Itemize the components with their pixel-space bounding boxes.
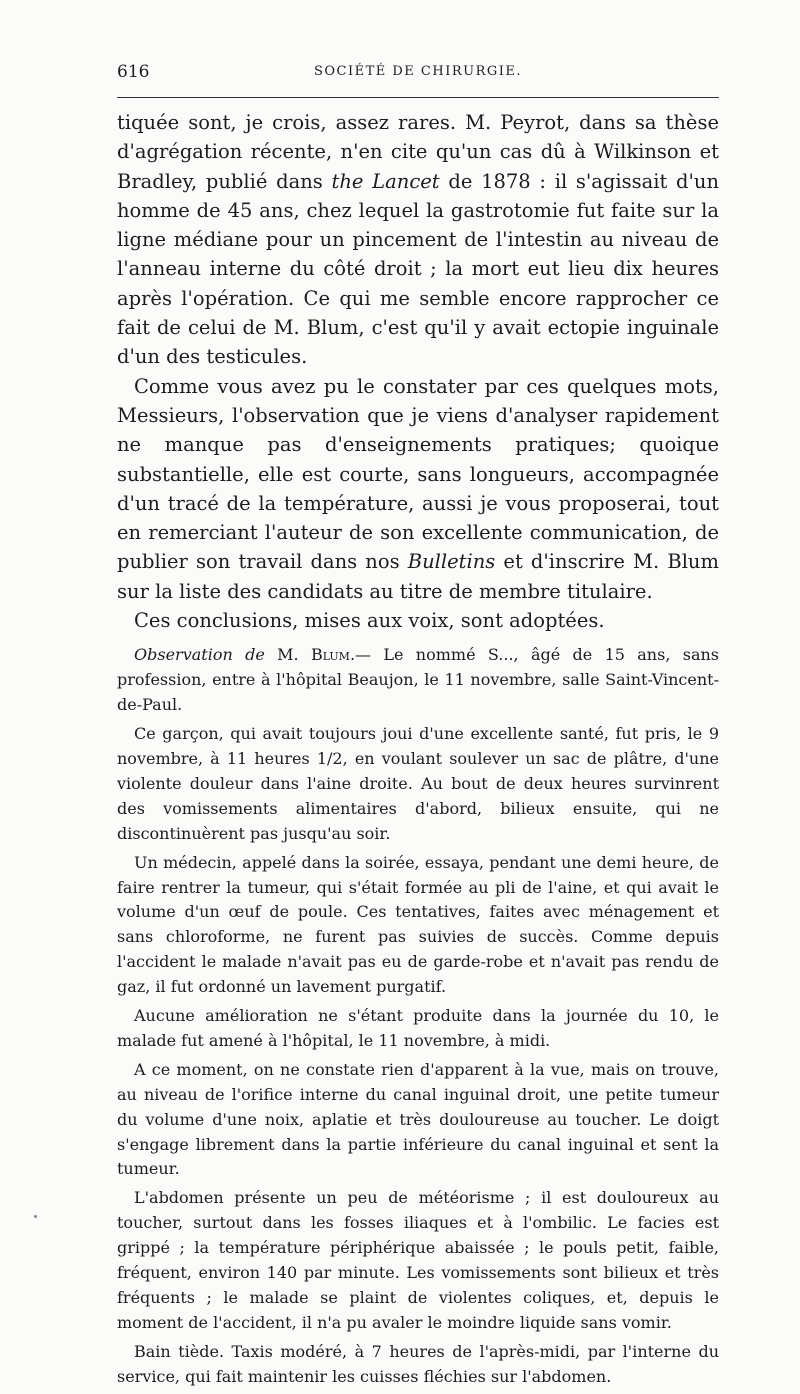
- paragraph-continuation: tiquée sont, je crois, assez rares. M. Peyrot, dans sa thèse d'agrégation récente, n'en cite qu'un cas dû à Wilkinson et Bradley, publié dans the Lancet de 1878 : il s'agissait d'un homme de 45 ans, chez lequel la gastrotomie fut faite sur la ligne médiane pour un pincement de l'intestin au niveau de l'anneau interne du côté droit ; la mort eut lieu dix heures après l'opération. Ce qui me semble encore rapprocher ce fait de celui de M. Blum, c'est qu'il y avait ectopie inguinale d'un des testicules.: [117, 111, 719, 369]
- report-text: [117, 108, 719, 635]
- observation-intro: Observation de M. Blum.— Le nommé S..., âgé de 15 ans, sans profession, entre à l'hôpital Beaujon, le 11 novembre, salle Saint-Vincent-de-Paul.: [117, 645, 720, 715]
- observation-title: Observation de: [134, 645, 265, 665]
- page-number: 616: [117, 62, 150, 82]
- page-header: [117, 58, 719, 88]
- header-rule: [117, 97, 719, 98]
- observation-section: [117, 643, 719, 1389]
- running-head: SOCIÉTÉ DE CHIRURGIE.: [313, 64, 523, 79]
- observation-paragraph: Un médecin, appelé dans la soirée, essaya, pendant une demi heure, de faire rentrer la tumeur, qui s'était formée au pli de l'aine, et qui avait le volume d'un œuf de poule. Ces tentatives, faites avec ménagement et sans chloroforme, ne furent pas suivies de succès. Comme depuis l'accident le malade n'avait pas eu de garde-robe et n'avait pas rendu de gaz, il fut ordonné un lavement purgatif.: [117, 852, 719, 997]
- ink-speck: [34, 1215, 37, 1218]
- paragraph-conclusion: Ces conclusions, mises aux voix, sont adoptées.: [134, 609, 605, 633]
- journal-title: the Lancet: [331, 169, 440, 193]
- observation-author: Blum: [310, 645, 350, 665]
- observation-paragraph: L'abdomen présente un peu de météorisme ; il est douloureux au toucher, surtout dans les fosses iliaques et à l'ombilic. Le facies est grippé ; la température périphérique abaissée ; le pouls petit, faible, fréquent, environ 140 par minute. Les vomissements sont bilieux et très fréquents ; le malade se plaint de violentes coliques, et, depuis le moment de l'accident, il n'a pu avaler le moindre liquide sans vomir.: [117, 1188, 719, 1332]
- paragraph-recommendation: Comme vous avez pu le constater par ces quelques mots, Messieurs, l'observation que je viens d'analyser rapidement ne manque pas d'enseignements pratiques; quoique substantielle, elle est courte, sans longueurs, accompagnée d'un tracé de la température, aussi je vous proposerai, tout en remerciant l'auteur de son excellente communication, de publier son travail dans nos Bulletins et d'inscrire M. Blum sur la liste des candidats au titre de membre titulaire.: [117, 374, 719, 603]
- bulletins-title: Bulletins: [407, 550, 496, 574]
- observation-paragraph: Aucune amélioration ne s'étant produite dans la journée du 10, le malade fut amené à l'hôpital, le 11 novembre, à midi.: [117, 1006, 719, 1050]
- observation-paragraph: Ce garçon, qui avait toujours joui d'une excellente santé, fut pris, le 9 novembre, à 11 heures 1/2, en voulant soulever un sac de plâtre, d'une violente douleur dans l'aine droite. Au bout de deux heures survinrent des vomissements alimentaires d'abord, bilieux ensuite, qui ne discontinuèrent pas jusqu'au soir.: [117, 724, 719, 843]
- page-body: [117, 108, 719, 1394]
- observation-paragraph: Bain tiède. Taxis modéré, à 7 heures de l'après-midi, par l'interne du service, qui fait maintenir les cuisses fléchies sur l'abdomen.: [117, 1341, 719, 1386]
- observation-paragraph: A ce moment, on ne constate rien d'apparent à la vue, mais on trouve, au niveau de l'orifice interne du canal inguinal droit, une petite tumeur du volume d'une noix, aplatie et très douloureuse au toucher. Le doigt s'engage librement dans la partie inférieure du canal inguinal et sent la tumeur.: [117, 1059, 719, 1179]
